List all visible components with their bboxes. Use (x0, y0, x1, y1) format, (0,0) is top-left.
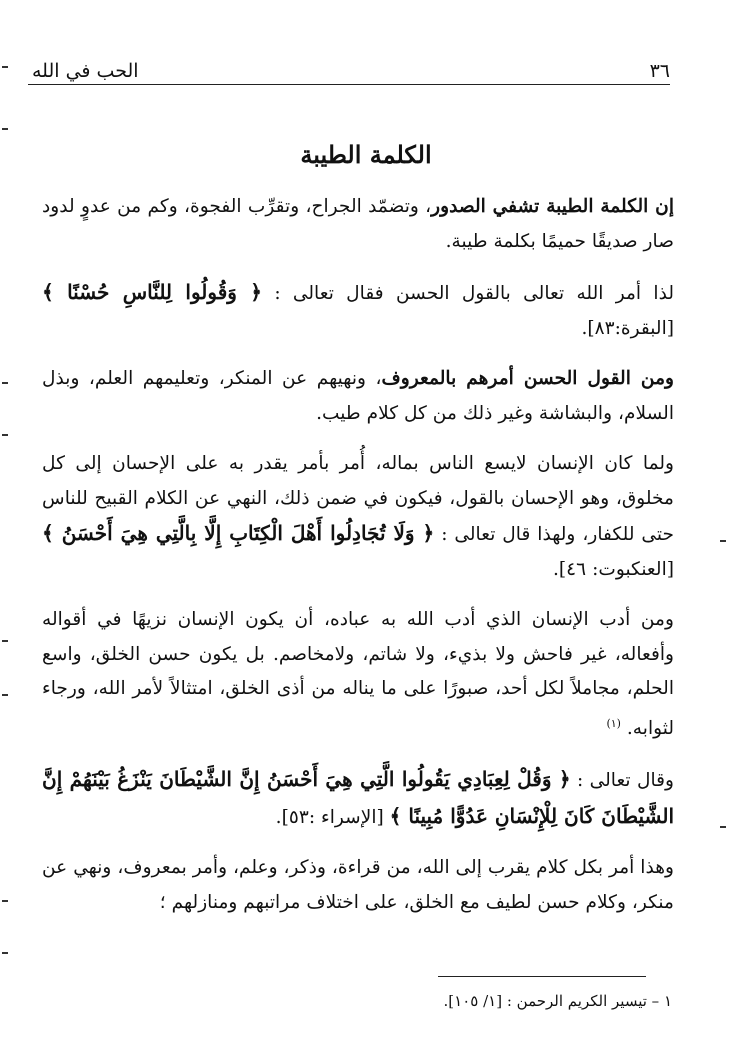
scan-edge-mark (2, 128, 8, 130)
verse-reference: [البقرة:٨٣]. (581, 317, 674, 339)
paragraph-1 (42, 190, 674, 259)
scan-edge-mark (2, 382, 8, 384)
quran-verse: ﴿ وَقُلْ لِعِبَادِي يَقُولُوا الَّتِي هِيَ أَحْسَنُ إِنَّ الشَّيْطَانَ يَنْزَغُ بَيْنَهُمْ إِنَّ الشَّيْطَانَ كَانَ لِلْإِنْسَانِ عَدُوًّا مُبِينًا ﴾ (42, 767, 674, 828)
footnote-divider (438, 976, 646, 977)
section-title: الكلمة الطيبة (300, 140, 432, 169)
verse-reference: [الإسراء :٥٣]. (275, 806, 390, 828)
page-number: ٣٦ (649, 60, 670, 82)
paragraph-4 (42, 447, 674, 587)
verse-reference: [العنكبوت: ٤٦]. (553, 558, 674, 580)
paragraph-2-text: لذا أمر الله تعالى بالقول الحسن فقال تعالى : (262, 283, 674, 304)
paragraph-4-text: ولما كان الإنسان لايسع الناس بماله، أُمر بأمر يقدر به على الإحسان إلى كل مخلوق، وهو الإحسان بالقول، فيكون في ضمن ذلك، النهي عن الكلام القبيح للناس حتى للكفار، ولهذا قال تعالى : (42, 453, 675, 545)
scan-edge-mark (2, 434, 8, 436)
paragraph-7-text: وهذا أمر بكل كلام يقرب إلى الله، من قراءة، وذكر، وعلم، وأمر بمعروف، ونهي عن منكر، وكلام حسن لطيف مع الخلق، على اختلاف مراتبهم ومنازلهم ؛ (42, 857, 674, 913)
paragraph-6 (42, 762, 674, 835)
paragraph-7 (42, 851, 674, 920)
scan-edge-mark (2, 952, 8, 954)
scan-edge-mark (2, 900, 8, 902)
running-header (32, 52, 670, 82)
paragraph-5-text: ومن أدب الإنسان الذي أدب الله به عباده، أن يكون الإنسان نزيهًا في أقواله وأفعاله، غير فاحش ولا بذيء، ولا شاتم، ولامخاصم. بل يكون حسن الخلق، واسع الحلم، مجاملاً لكل أحد، صبورًا على ما يناله من أذى الخلق، امتثالاً لأمر الله، ورجاء لثوابه. (42, 609, 674, 739)
scan-edge-mark (2, 640, 8, 642)
paragraph-2 (42, 275, 674, 346)
paragraph-5 (42, 603, 674, 746)
paragraph-3-text: ، ونهيهم عن المنكر، وتعليمهم العلم، وبذل السلام، والبشاشة وغير ذلك من كل كلام طيب. (42, 368, 674, 424)
paragraph-3-lead: ومن القول الحسن أمرهم بالمعروف (381, 368, 675, 389)
scan-edge-mark (2, 694, 8, 696)
book-title: الحب في الله (32, 60, 139, 82)
paragraph-1-lead: إن الكلمة الطيبة تشفي الصدور (431, 196, 674, 217)
scan-edge-mark (720, 826, 726, 828)
header-divider (28, 84, 670, 85)
quran-verse: ﴿ وَقُولُوا لِلنَّاسِ حُسْنًا ﴾ (42, 280, 263, 304)
scan-edge-mark (720, 540, 726, 542)
footnote-reference[interactable]: (١) (606, 716, 621, 730)
scan-edge-mark (2, 66, 8, 68)
footnote: ١ – تيسير الكريم الرحمن : [١/ ١٠٥]. (443, 992, 672, 1010)
paragraph-1-text: ، وتضمّد الجراح، وتقرِّب الفجوة، وكم من عدوٍ لدود صار صديقًا حميمًا بكلمة طيبة. (42, 196, 674, 252)
quran-verse: ﴿ وَلَا تُجَادِلُوا أَهْلَ الْكِتَابِ إِلَّا بِالَّتِي هِيَ أَحْسَنُ ﴾ (42, 521, 435, 545)
body-text (42, 190, 674, 936)
paragraph-6-text: وقال تعالى : (570, 770, 675, 792)
paragraph-3 (42, 362, 674, 431)
